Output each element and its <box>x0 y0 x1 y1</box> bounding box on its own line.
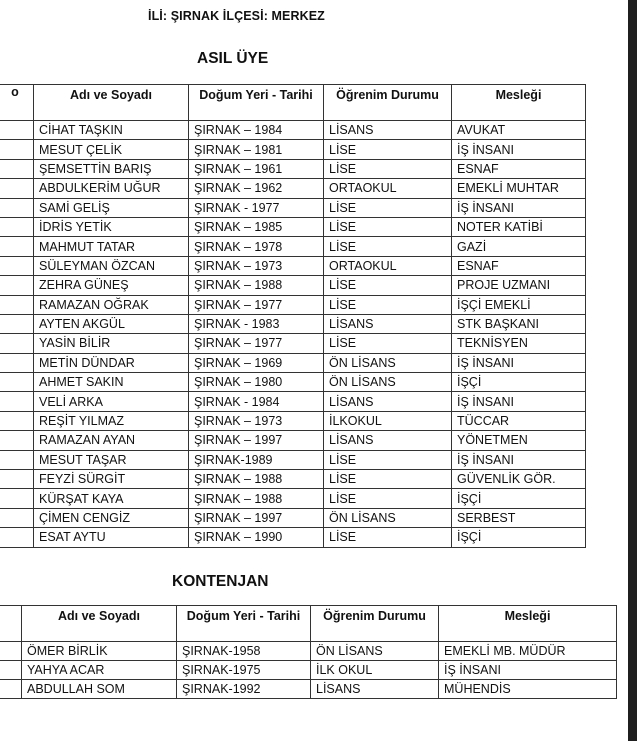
cell-birth: ŞIRNAK-1975 <box>177 661 311 680</box>
table-row <box>0 642 617 661</box>
cell-stub <box>0 680 22 699</box>
cell-profession: GÜVENLİK GÖR. <box>452 470 586 489</box>
table-row <box>0 256 586 275</box>
cell-birth: ŞIRNAK – 1969 <box>189 353 324 372</box>
cell-birth: ŞIRNAK-1992 <box>177 680 311 699</box>
cell-name: CİHAT TAŞKIN <box>34 121 189 140</box>
cell-education: LİSE <box>324 295 452 314</box>
cell-name: MESUT TAŞAR <box>34 450 189 469</box>
cell-stub <box>0 392 34 411</box>
section-title-asil-uye: ASIL ÜYE <box>197 50 269 67</box>
cell-profession: İŞ İNSANI <box>452 450 586 469</box>
cell-stub <box>0 295 34 314</box>
cell-profession: ESNAF <box>452 256 586 275</box>
cell-stub <box>0 431 34 450</box>
cell-education: LİSE <box>324 334 452 353</box>
table-row <box>0 431 586 450</box>
table-row <box>0 373 586 392</box>
cell-education: ORTAOKUL <box>324 179 452 198</box>
table-row <box>0 680 617 699</box>
cell-birth: ŞIRNAK-1989 <box>189 450 324 469</box>
cell-birth: ŞIRNAK – 1973 <box>189 411 324 430</box>
table-row <box>0 237 586 256</box>
column-header-name: Adı ve Soyadı <box>22 606 177 642</box>
cell-name: ABDULKERİM UĞUR <box>34 179 189 198</box>
cell-name: FEYZİ SÜRGİT <box>34 470 189 489</box>
column-header-birth: Doğum Yeri - Tarihi <box>189 85 324 121</box>
cell-stub <box>0 179 34 198</box>
cell-birth: ŞIRNAK – 1977 <box>189 334 324 353</box>
cell-birth: ŞIRNAK – 1977 <box>189 295 324 314</box>
cell-profession: SERBEST <box>452 508 586 527</box>
cell-education: ORTAOKUL <box>324 256 452 275</box>
cell-profession: MÜHENDİS <box>439 680 617 699</box>
cell-profession: TEKNİSYEN <box>452 334 586 353</box>
cell-name: VELİ ARKA <box>34 392 189 411</box>
cell-name: ÇİMEN CENGİZ <box>34 508 189 527</box>
cell-name: ESAT AYTU <box>34 528 189 547</box>
cell-birth: ŞIRNAK - 1983 <box>189 314 324 333</box>
cell-birth: ŞIRNAK - 1977 <box>189 198 324 217</box>
table-row <box>0 353 586 372</box>
cell-stub <box>0 121 34 140</box>
cell-profession: EMEKLİ MB. MÜDÜR <box>439 642 617 661</box>
cell-birth: ŞIRNAK – 1988 <box>189 489 324 508</box>
cell-stub <box>0 508 34 527</box>
cell-birth: ŞIRNAK – 1997 <box>189 431 324 450</box>
column-header-education: Öğrenim Durumu <box>311 606 439 642</box>
column-header-stub <box>0 606 22 642</box>
cell-stub <box>0 661 22 680</box>
cell-profession: İŞ İNSANI <box>452 392 586 411</box>
cell-birth: ŞIRNAK – 1988 <box>189 276 324 295</box>
cell-education: LİSE <box>324 450 452 469</box>
table-row <box>0 411 586 430</box>
cell-education: LİSE <box>324 276 452 295</box>
cell-stub <box>0 256 34 275</box>
table-row <box>0 276 586 295</box>
cell-stub <box>0 217 34 236</box>
cell-profession: AVUKAT <box>452 121 586 140</box>
column-header-stub: o <box>0 85 34 121</box>
cell-profession: İŞÇİ <box>452 373 586 392</box>
cell-profession: STK BAŞKANI <box>452 314 586 333</box>
cell-birth: ŞIRNAK – 1962 <box>189 179 324 198</box>
cell-birth: ŞIRNAK – 1985 <box>189 217 324 236</box>
table-row <box>0 198 586 217</box>
cell-education: LİSANS <box>324 392 452 411</box>
cell-name: ŞEMSETTİN BARIŞ <box>34 159 189 178</box>
asil-uye-table <box>0 84 586 548</box>
cell-birth: ŞIRNAK – 1997 <box>189 508 324 527</box>
cell-education: LİSANS <box>324 431 452 450</box>
cell-education: ÖN LİSANS <box>311 642 439 661</box>
cell-name: KÜRŞAT KAYA <box>34 489 189 508</box>
cell-education: ÖN LİSANS <box>324 373 452 392</box>
cell-birth: ŞIRNAK – 1980 <box>189 373 324 392</box>
cell-stub <box>0 528 34 547</box>
cell-name: İDRİS YETİK <box>34 217 189 236</box>
cell-profession: YÖNETMEN <box>452 431 586 450</box>
cell-stub <box>0 450 34 469</box>
cell-name: RAMAZAN OĞRAK <box>34 295 189 314</box>
column-header-education: Öğrenim Durumu <box>324 85 452 121</box>
table-row <box>0 159 586 178</box>
cell-stub <box>0 314 34 333</box>
cell-profession: İŞÇİ <box>452 489 586 508</box>
cell-education: LİSE <box>324 217 452 236</box>
cell-name: AYTEN AKGÜL <box>34 314 189 333</box>
cell-name: METİN DÜNDAR <box>34 353 189 372</box>
cell-birth: ŞIRNAK – 1984 <box>189 121 324 140</box>
table-row <box>0 661 617 680</box>
cell-education: LİSE <box>324 528 452 547</box>
cell-name: MESUT ÇELİK <box>34 140 189 159</box>
cell-stub <box>0 642 22 661</box>
column-header-profession: Mesleği <box>439 606 617 642</box>
table-row <box>0 528 586 547</box>
cell-education: LİSANS <box>311 680 439 699</box>
cell-profession: TÜCCAR <box>452 411 586 430</box>
cell-education: LİSE <box>324 198 452 217</box>
cell-education: ÖN LİSANS <box>324 353 452 372</box>
cell-profession: İŞÇİ EMEKLİ <box>452 295 586 314</box>
table-row <box>0 217 586 236</box>
kontenjan-table <box>0 605 617 699</box>
cell-education: ÖN LİSANS <box>324 508 452 527</box>
cell-education: İLK OKUL <box>311 661 439 680</box>
cell-profession: ESNAF <box>452 159 586 178</box>
cell-profession: İŞ İNSANI <box>439 661 617 680</box>
cell-name: SAMİ GELİŞ <box>34 198 189 217</box>
cell-profession: EMEKLİ MUHTAR <box>452 179 586 198</box>
table-row <box>0 140 586 159</box>
document-header: İLİ: ŞIRNAK İLÇESİ: MERKEZ <box>148 9 325 23</box>
cell-name: YAHYA ACAR <box>22 661 177 680</box>
table-row <box>0 489 586 508</box>
cell-stub <box>0 237 34 256</box>
cell-profession: NOTER KATİBİ <box>452 217 586 236</box>
cell-education: LİSE <box>324 159 452 178</box>
table-row <box>0 295 586 314</box>
table-header-row <box>0 85 586 121</box>
table-row <box>0 121 586 140</box>
cell-name: SÜLEYMAN ÖZCAN <box>34 256 189 275</box>
cell-birth: ŞIRNAK – 1990 <box>189 528 324 547</box>
cell-birth: ŞIRNAK – 1981 <box>189 140 324 159</box>
cell-stub <box>0 276 34 295</box>
table-row <box>0 392 586 411</box>
table-row <box>0 314 586 333</box>
cell-name: YASİN BİLİR <box>34 334 189 353</box>
cell-profession: İŞÇİ <box>452 528 586 547</box>
cell-birth: ŞIRNAK - 1984 <box>189 392 324 411</box>
cell-education: LİSE <box>324 237 452 256</box>
cell-stub <box>0 334 34 353</box>
cell-stub <box>0 198 34 217</box>
cell-stub <box>0 470 34 489</box>
table-row <box>0 334 586 353</box>
cell-name: REŞİT YILMAZ <box>34 411 189 430</box>
cell-birth: ŞIRNAK-1958 <box>177 642 311 661</box>
table-row <box>0 450 586 469</box>
cell-profession: PROJE UZMANI <box>452 276 586 295</box>
cell-name: AHMET SAKIN <box>34 373 189 392</box>
cell-birth: ŞIRNAK – 1978 <box>189 237 324 256</box>
cell-profession: İŞ İNSANI <box>452 198 586 217</box>
cell-birth: ŞIRNAK – 1988 <box>189 470 324 489</box>
cell-stub <box>0 140 34 159</box>
cell-education: LİSE <box>324 470 452 489</box>
column-header-name: Adı ve Soyadı <box>34 85 189 121</box>
cell-name: ABDULLAH SOM <box>22 680 177 699</box>
table-row <box>0 179 586 198</box>
cell-education: LİSE <box>324 489 452 508</box>
cell-name: ÖMER BİRLİK <box>22 642 177 661</box>
table-row <box>0 470 586 489</box>
table-row <box>0 508 586 527</box>
table-header-row <box>0 606 617 642</box>
cell-name: RAMAZAN AYAN <box>34 431 189 450</box>
cell-name: MAHMUT TATAR <box>34 237 189 256</box>
cell-education: LİSANS <box>324 314 452 333</box>
cell-education: İLKOKUL <box>324 411 452 430</box>
column-header-birth: Doğum Yeri - Tarihi <box>177 606 311 642</box>
cell-profession: İŞ İNSANI <box>452 353 586 372</box>
cell-stub <box>0 353 34 372</box>
cell-education: LİSE <box>324 140 452 159</box>
cell-stub <box>0 159 34 178</box>
section-title-kontenjan: KONTENJAN <box>172 573 269 590</box>
cell-stub <box>0 489 34 508</box>
cell-birth: ŞIRNAK – 1973 <box>189 256 324 275</box>
cell-stub <box>0 373 34 392</box>
cell-name: ZEHRA GÜNEŞ <box>34 276 189 295</box>
cell-stub <box>0 411 34 430</box>
cell-birth: ŞIRNAK – 1961 <box>189 159 324 178</box>
cell-profession: İŞ İNSANI <box>452 140 586 159</box>
cell-profession: GAZİ <box>452 237 586 256</box>
cell-education: LİSANS <box>324 121 452 140</box>
column-header-profession: Mesleği <box>452 85 586 121</box>
